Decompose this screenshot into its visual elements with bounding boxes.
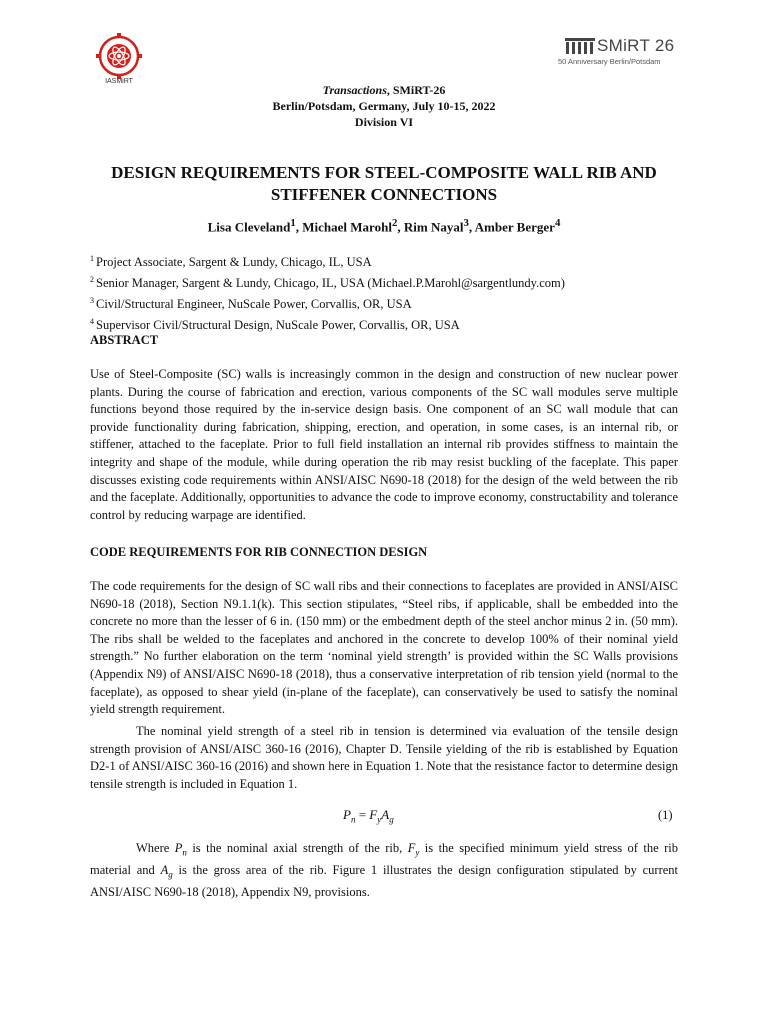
equation-1: $P_n = F_yA_g$ [343, 807, 394, 825]
author-sup: 1 [290, 217, 296, 229]
brandenburg-gate-icon [565, 38, 595, 54]
author-name: Amber Berger [474, 219, 555, 235]
code-section-heading: CODE REQUIREMENTS FOR RIB CONNECTION DESIGN [90, 545, 428, 559]
title-line-2: STIFFENER CONNECTIONS [270, 185, 498, 204]
location-line: Berlin/Potsdam, Germany, July 10-15, 2022 [272, 99, 496, 113]
affiliation-item: $^3$ Civil/Structural Engineer, NuScale Power, Corvallis, OR, USA [90, 296, 412, 311]
transactions-label: Transactions [322, 83, 387, 97]
transactions-line [0, 82, 768, 98]
iasmirt-logo-icon [95, 32, 143, 80]
code-para-2: The nominal yield strength of a steel rib in tension is determined via evaluation of the tensile design strength provision of ANSI/AISC 360-16 (2016), Chapter D. Tensile yielding of the rib is established by Equation D2-1 of ANSI/AISC 360-16 (2016) and shown here in Equation 1. Note that the resistance factor to determine design tensile strength is included in Equation 1. [90, 724, 678, 791]
equation-number: (1) [658, 808, 673, 822]
title-line-1: DESIGN REQUIREMENTS FOR STEEL-COMPOSITE WALL RIB AND [111, 163, 657, 182]
smirt-logo-subtitle: 50 Anniversary Berlin/Potsdam [558, 57, 661, 66]
author-name: Lisa Cleveland [207, 219, 291, 235]
author-sup: 3 [463, 217, 469, 229]
author-name: Rim Nayal [403, 219, 464, 235]
transactions-event: , SMiRT-26 [386, 83, 446, 97]
code-para-3: Where $P_n$ is the nominal axial strength of the rib, $F_y$ is the specified minimum yield stress of the rib material and $A_g$ is the gross area of the rib. Figure 1 illustrates the design configuration stipulated by current ANSI/AISC N690-18 (2018), Appendix N9, provisions. [90, 841, 679, 900]
author-list: Lisa Cleveland$^1$, Michael Marohl$^2$, Rim Nayal$^3$, Amber Berger$^4$ [207, 217, 561, 235]
code-para-1: The code requirements for the design of SC wall ribs and their connections to faceplates are provided in ANSI/AISC N690-18 (2018), Section N9.1.1(k). This section stipulates, “Steel ribs, if applicable, shall be embedded into the concrete no more than the lesser of 6 in. (150 mm) or the embedment depth of the steel anchor minus 2 in. (50 mm). The ribs shall be welded to the faceplates and anchored in the concrete to develop 100% of their nominal yield strength.” No further elaboration on the term ‘nominal yield strength’ is provided within the SC Walls provisions (Appendix N9) of ANSI/AISC N690-18 (2018), thus a conservative interpretation of rib tension yield (normal to the faceplate), as opposed to shear yield (in-plane of the faceplate), can conservatively be used to satisfy the nominal yield strength requirement. [90, 579, 678, 717]
affiliation-item: $^2$ Senior Manager, Sargent & Lundy, Chicago, IL, USA (Michael.P.Marohl@sargentlundy.com) [90, 275, 565, 290]
affiliation-list [90, 250, 565, 334]
page-title [0, 162, 768, 206]
abstract-text: Use of Steel-Composite (SC) walls is increasingly common in the design and construction of new nuclear power plants. During the course of fabrication and erection, various components of the SC wall modules serve multiple functions beyond those required by the in-service design basis. One component of an SC wall module that can provide functionality during fabrication, shipping, erection, and operation, in some cases, is an internal rib, or stiffener, attached to the faceplate. Prior to full field installation an internal rib provides stiffness to maintain the integrity and shape of the module, while during operation the rib may resist buckling of the faceplate. This paper discusses existing code requirements within ANSI/AISC N690-18 (2018) for the design of the weld between the rib and the faceplate. Additionally, opportunities to advance the code to improve economy, constructability and tolerance control by reducing warpage are identified. [90, 367, 678, 522]
smirt-logo-title: SMiRT 26 [597, 36, 675, 55]
abstract-heading: ABSTRACT [90, 333, 159, 347]
division-line: Division VI [354, 115, 414, 129]
affiliation-item: $^1$ Project Associate, Sargent & Lundy, Chicago, IL, USA [90, 254, 372, 269]
author-sup: 4 [554, 217, 561, 229]
author-name: Michael Marohl [302, 219, 392, 235]
affiliation-item: $^4$ Supervisor Civil/Structural Design, NuScale Power, Corvallis, OR, USA [90, 317, 460, 332]
author-sup: 2 [391, 217, 398, 229]
iasmirt-caption: IASMiRT [105, 78, 133, 85]
